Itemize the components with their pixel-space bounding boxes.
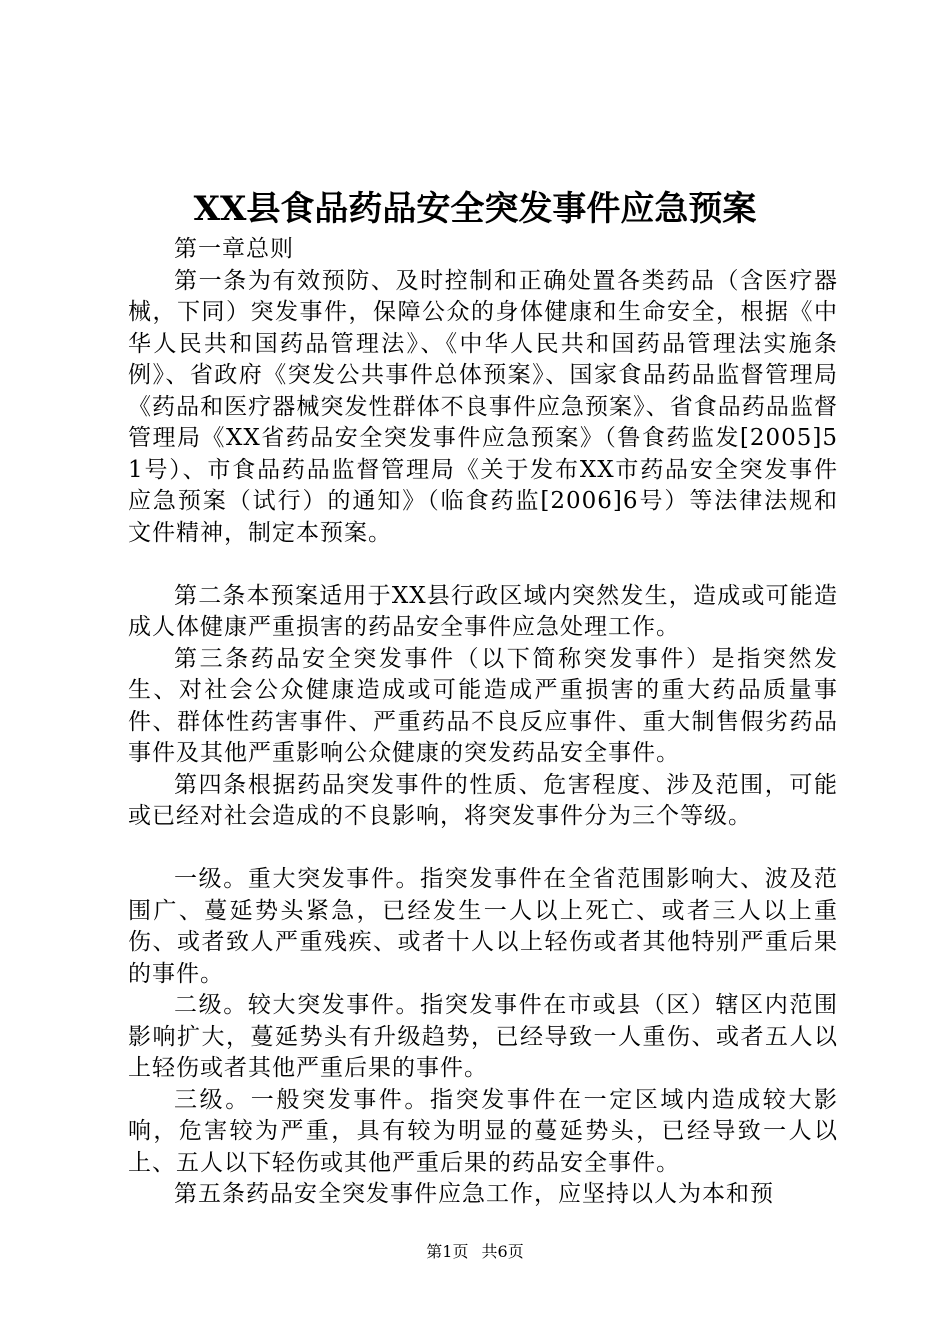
article-3: 第三条药品安全突发事件（以下简称突发事件）是指突然发生、对社会公众健康造成或可能造成严重损害的重大药品质量事件、群体性药害事件、严重药品不良反应事件、重大制售假劣药品事件及其他严重影响公众健康的突发药品安全事件。 xyxy=(128,645,838,766)
level-1: 一级。重大突发事件。指突发事件在全省范围影响大、波及范围广、蔓延势头紧急，已经发生一人以上死亡、或者三人以上重伤、或者致人严重残疾、或者十人以上轻伤或者其他特别严重后果的事件。 xyxy=(128,866,838,987)
document-body xyxy=(128,234,838,1211)
article-1: 第一条为有效预防、及时控制和正确处置各类药品（含医疗器械，下同）突发事件，保障公众的身体健康和生命安全，根据《中华人民共和国药品管理法》、《中华人民共和国药品管理法实施条例》、省政府《突发公共事件总体预案》、国家食品药品监督管理局《药品和医疗器械突发性群体不良事件应急预案》、省食品药品监督管理局《XX省药品安全突发事件应急预案》（鲁食药监发[2005]51号）、市食品药品监督管理局《关于发布XX市药品安全突发事件应急预案（试行）的通知》（临食药监[2006]6号）等法律法规和文件精神，制定本预案。 xyxy=(128,267,838,546)
level-2: 二级。较大突发事件。指突发事件在市或县（区）辖区内范围影响扩大，蔓延势头有升级趋势，已经导致一人重伤、或者五人以上轻伤或者其他严重后果的事件。 xyxy=(128,992,838,1081)
article-5: 第五条药品安全突发事件应急工作，应坚持以人为本和预 xyxy=(174,1181,774,1207)
level-3: 三级。一般突发事件。指突发事件在一定区域内造成较大影响，危害较为严重，具有较为明显的蔓延势头，已经导致一人以上、五人以下轻伤或其他严重后果的药品安全事件。 xyxy=(128,1086,838,1176)
document-title: XX县食品药品安全突发事件应急预案 xyxy=(193,189,757,229)
page-footer xyxy=(0,1240,950,1264)
article-4: 第四条根据药品突发事件的性质、危害程度、涉及范围，可能或已经对社会造成的不良影响，将突发事件分为三个等级。 xyxy=(128,771,838,829)
page-number: 第1页 xyxy=(426,1242,469,1261)
page-total: 共6页 xyxy=(481,1242,524,1261)
article-2: 第二条本预案适用于XX县行政区域内突然发生，造成或可能造成人体健康严重损害的药品安全事件应急处理工作。 xyxy=(128,582,838,640)
chapter-heading: 第一章总则 xyxy=(174,236,294,262)
